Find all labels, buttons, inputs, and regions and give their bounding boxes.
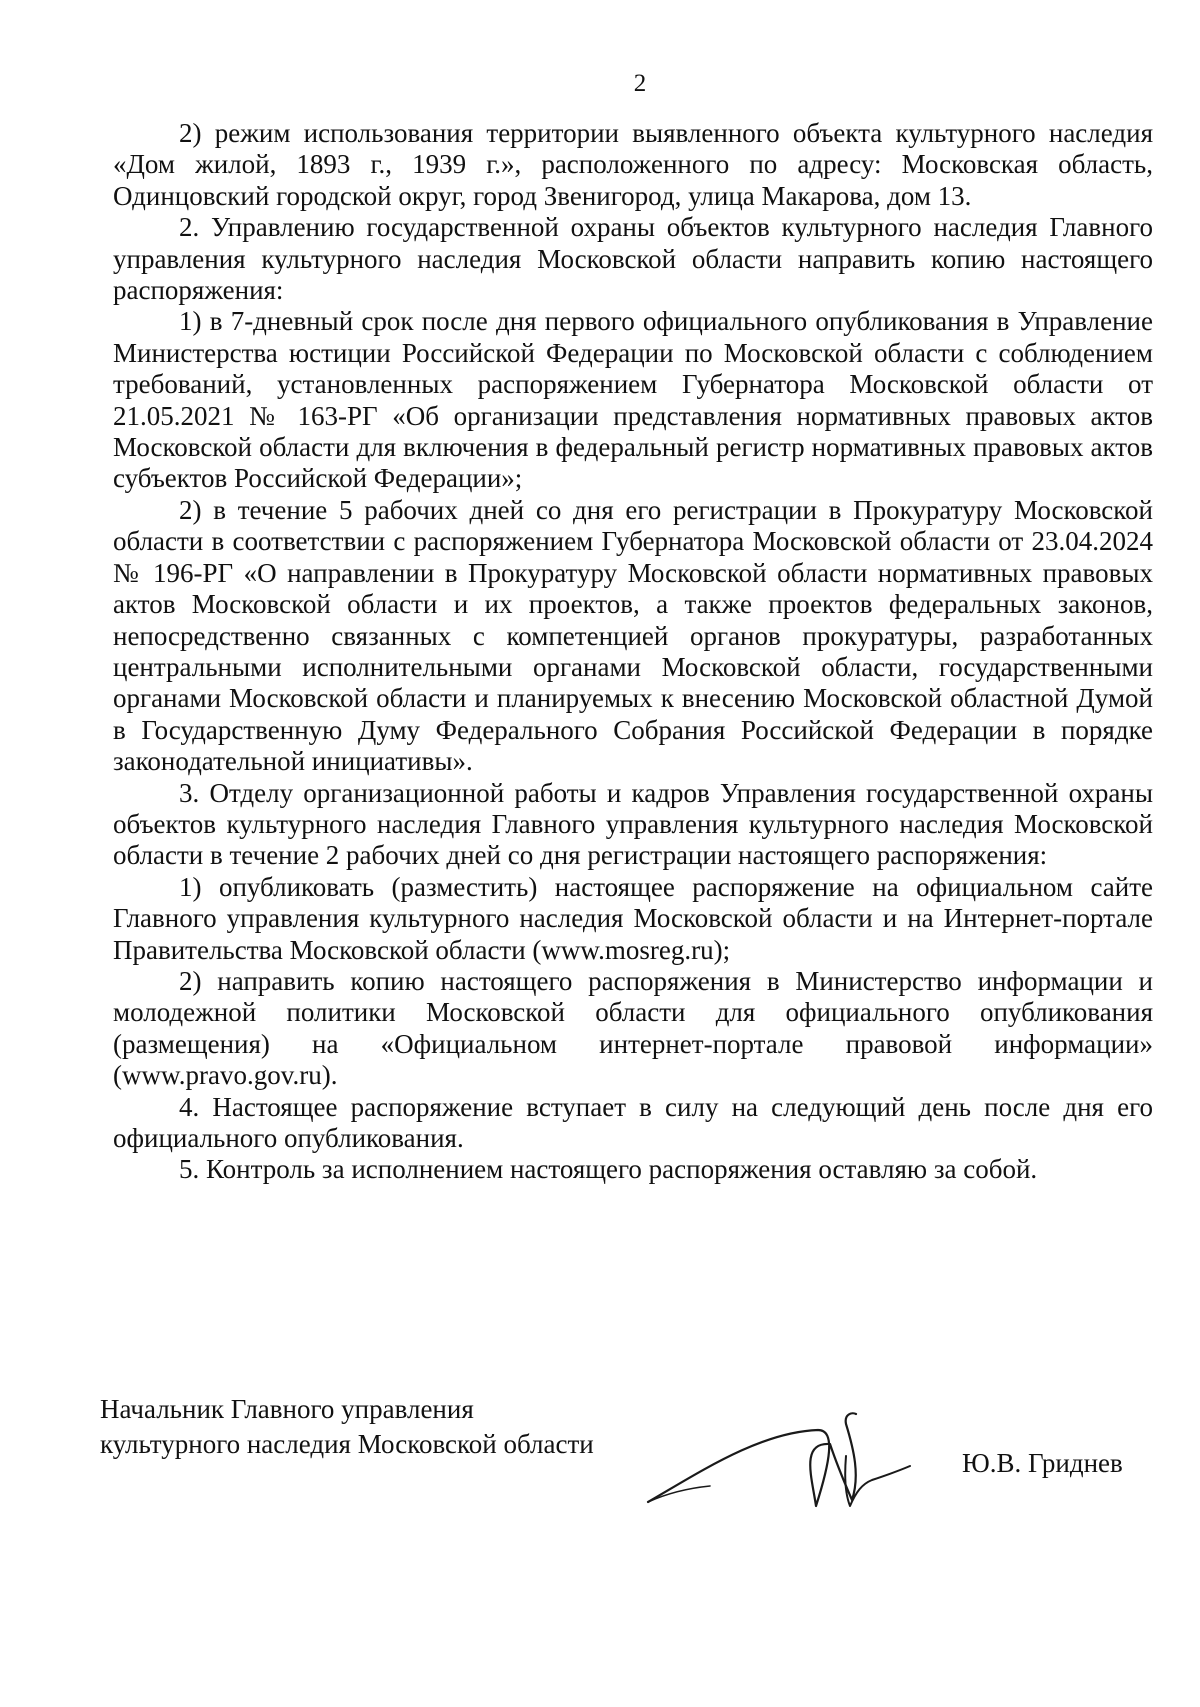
signatory-position-line-2: культурного наследия Московской области [100,1429,594,1459]
paragraph-item-5: 5. Контроль за исполнением настоящего распоряжения оставляю за собой. [179,1154,1038,1185]
paragraph-item-4: 4. Настоящее распоряжение вступает в силу на следующий день после дня его официального опубликования. [113,1091,1153,1153]
paragraph-item-3: 3. Отделу организационной работы и кадров Управления государственной охраны объектов культурного наследия Главного управления культурного наследия Московской области в течение 2 рабочих дней со дня регистрации настоящего распоряжения: [113,777,1153,871]
paragraph-2-2-regime: 2) режим использования территории выявленного объекта культурного наследия «Дом жилой, 1893 г., 1939 г.», расположенного по адресу: Московская область, Одинцовский городской округ, город Звенигород, улица Макарова, дом 13. [113,118,1153,211]
document-body [113,118,1153,1186]
signatory-name: Ю.В. Гриднев [962,1448,1123,1478]
handwritten-signature [640,1384,920,1534]
paragraph-item-3-2: 2) направить копию настоящего распоряжения в Министерство информации и молодежной политики Московской области для официального опубликования (размещения) на «Официальном интернет-портале правовой информации» (www.pravo.gov.ru). [113,965,1153,1091]
page-number: 2 [633,70,647,97]
paragraph-item-3-1: 1) опубликовать (разместить) настоящее распоряжение на официальном сайте Главного управления культурного наследия Московской области и на Интернет-портале Правительства Московской области (www.mosreg.ru); [113,871,1153,965]
paragraph-item-2-2: 2) в течение 5 рабочих дней со дня его регистрации в Прокуратуру Московской области в соответствии с распоряжением Губернатора Московской области от 23.04.2024 № 196-РГ «О направлении в Прокуратуру Московской области нормативных правовых актов Московской области и их проектов, а также проектов федеральных законов, непосредственно связанных с компетенцией органов прокуратуры, разработанных центральными исполнительными органами Московской области, государственными органами Московской области и планируемых к внесению Московской областной Думой в Государственную Думу Федерального Собрания Российской Федерации в порядке законодательной инициативы». [113,494,1153,777]
paragraph-item-2-1: 1) в 7-дневный срок после дня первого официального опубликования в Управление Министерства юстиции Российской Федерации по Московской области с соблюдением требований, установленных распоряжением Губернатора Московской области от 21.05.2021 № 163-РГ «Об организации представления нормативных правовых актов Московской области для включения в федеральный регистр нормативных правовых актов субъектов Российской Федерации»; [113,306,1153,494]
signatory-position [100,1392,594,1462]
paragraph-item-2: 2. Управлению государственной охраны объектов культурного наследия Главного управления культурного наследия Московской области направить копию настоящего распоряжения: [113,212,1153,306]
signatory-position-line-1: Начальник Главного управления [100,1394,474,1424]
